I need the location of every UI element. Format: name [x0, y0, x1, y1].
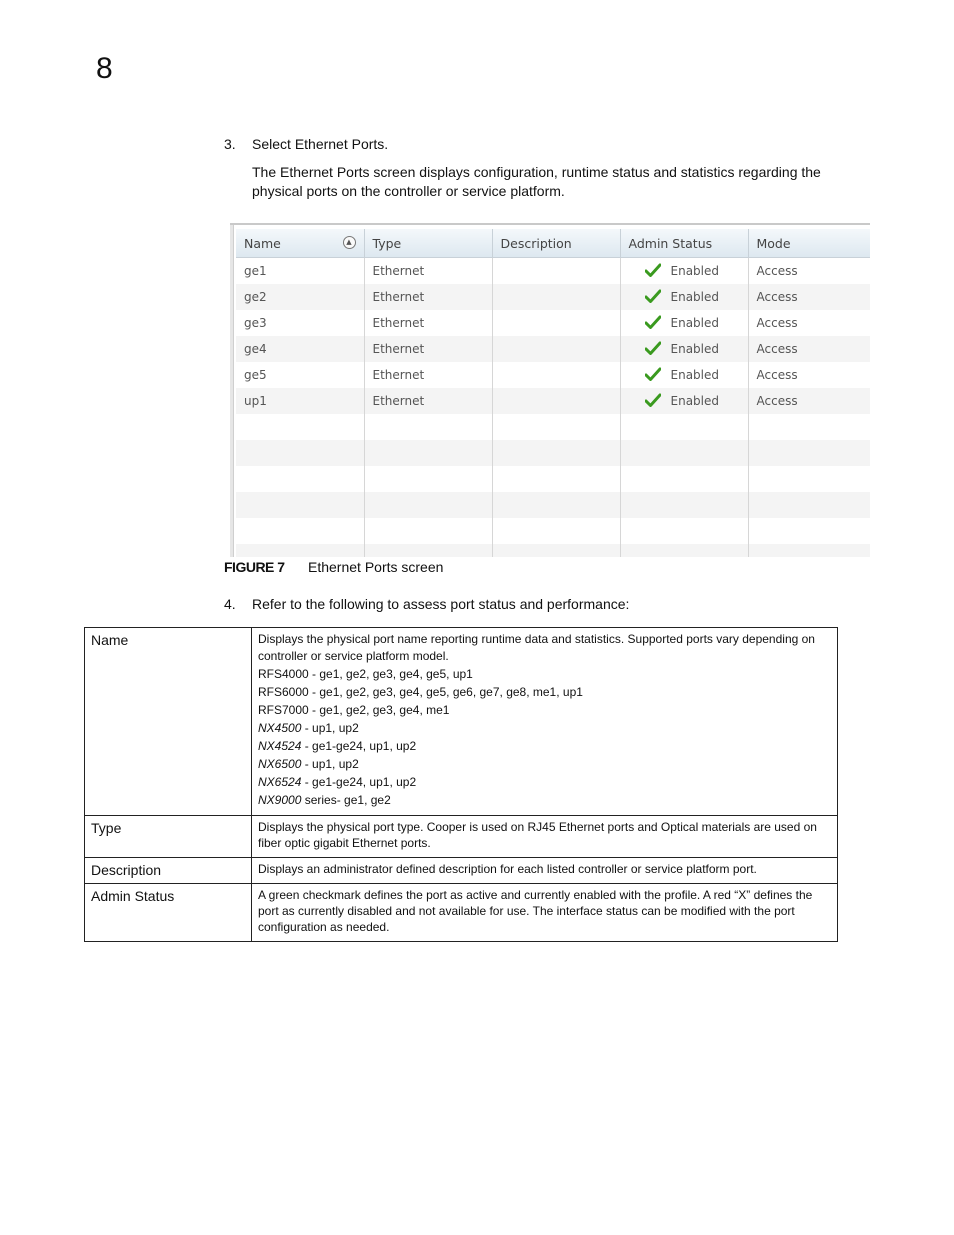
cell-admin-status	[620, 388, 748, 414]
model-ports: - up1, up2	[301, 757, 359, 771]
step-number: 4.	[224, 596, 236, 612]
step-text: Refer to the following to assess port status and performance:	[252, 596, 630, 612]
column-header-mode[interactable]: Mode	[748, 229, 870, 258]
model-ports: - ge1, ge2, ge3, ge4, ge5, up1	[308, 667, 473, 681]
model-name: NX4500	[258, 721, 302, 735]
empty-row	[236, 440, 870, 466]
term-description: Description	[85, 858, 252, 884]
chapter-number: 8	[96, 52, 113, 85]
cell-type: Ethernet	[364, 310, 492, 336]
model-port-line	[258, 665, 831, 683]
term-type: Type	[85, 816, 252, 858]
term-name: Name	[85, 628, 252, 816]
cell-admin-status	[620, 310, 748, 336]
cell-name: up1	[236, 388, 364, 414]
green-checkmark-icon	[645, 263, 661, 280]
cell-mode: Access	[748, 388, 870, 414]
reference-row-name	[85, 628, 838, 816]
model-name: RFS4000	[258, 667, 309, 681]
step-number: 3.	[224, 136, 236, 152]
green-checkmark-icon	[645, 289, 661, 306]
step-target: Ethernet Ports.	[294, 136, 389, 152]
model-ports: - ge1, ge2, ge3, ge4, me1	[308, 703, 450, 717]
admin-status-text: Enabled	[670, 341, 719, 356]
cell-description	[492, 258, 620, 285]
green-checkmark-icon	[645, 341, 661, 358]
admin-status-text: Enabled	[670, 315, 719, 330]
reference-row-admin-status	[85, 884, 838, 942]
model-port-line	[258, 791, 831, 809]
model-port-list	[258, 665, 831, 809]
column-header-description[interactable]: Description	[492, 229, 620, 258]
definition-description: Displays an administrator defined description for each listed controller or service platform port.	[252, 858, 838, 884]
cell-type: Ethernet	[364, 388, 492, 414]
column-header-type[interactable]: Type	[364, 229, 492, 258]
cell-admin-status	[620, 336, 748, 362]
green-checkmark-icon	[645, 393, 661, 410]
model-ports: - up1, up2	[301, 721, 359, 735]
table-row[interactable]	[236, 388, 870, 414]
cell-description	[492, 336, 620, 362]
cell-admin-status	[620, 362, 748, 388]
cell-description	[492, 362, 620, 388]
model-name: NX6524	[258, 775, 302, 789]
empty-row	[236, 544, 870, 557]
cell-admin-status	[620, 258, 748, 285]
model-name: NX4524	[258, 739, 302, 753]
model-port-line	[258, 737, 831, 755]
ethernet-ports-screenshot	[230, 223, 870, 557]
reference-row-description	[85, 858, 838, 884]
reference-table	[84, 627, 838, 942]
step-3-description: The Ethernet Ports screen displays configuration, runtime status and statistics regarding the physical ports on the controller or service platform.	[252, 164, 821, 199]
column-header-name[interactable]: Name ▲	[236, 229, 364, 258]
reference-row-type	[85, 816, 838, 858]
cell-name: ge2	[236, 284, 364, 310]
definition-admin-status: A green checkmark defines the port as active and currently enabled with the profile. A red “X” defines the port as currently disabled and not available for use. The interface status can be modified with the port configuration as needed.	[252, 884, 838, 942]
definition-type: Displays the physical port type. Cooper is used on RJ45 Ethernet ports and Optical materials are used on fiber optic gigabit Ethernet ports.	[252, 816, 838, 858]
model-name: RFS7000	[258, 703, 309, 717]
cell-type: Ethernet	[364, 362, 492, 388]
cell-type: Ethernet	[364, 258, 492, 285]
admin-status-text: Enabled	[670, 367, 719, 382]
admin-status-text: Enabled	[670, 393, 719, 408]
cell-description	[492, 284, 620, 310]
model-ports: - ge1, ge2, ge3, ge4, ge5, ge6, ge7, ge8, me1, up1	[308, 685, 583, 699]
cell-admin-status	[620, 284, 748, 310]
grid-left-edge	[230, 225, 234, 557]
model-port-line	[258, 773, 831, 791]
ethernet-ports-grid	[236, 229, 870, 557]
green-checkmark-icon	[645, 315, 661, 332]
cell-name: ge1	[236, 258, 364, 285]
cell-mode: Access	[748, 310, 870, 336]
table-row[interactable]	[236, 258, 870, 285]
sort-ascending-icon[interactable]: ▲	[343, 236, 356, 249]
empty-row	[236, 492, 870, 518]
step-3	[224, 136, 388, 152]
column-header-admin-status[interactable]: Admin Status	[620, 229, 748, 258]
name-intro: Displays the physical port name reporting runtime data and statistics. Supported ports vary depending on controller or service platform model.	[258, 632, 815, 663]
model-ports: series- ge1, ge2	[301, 793, 391, 807]
cell-mode: Access	[748, 258, 870, 285]
cell-name: ge3	[236, 310, 364, 336]
model-name: NX9000	[258, 793, 302, 807]
step-prefix: Select	[252, 136, 295, 152]
model-port-line	[258, 683, 831, 701]
table-row[interactable]	[236, 362, 870, 388]
model-port-line	[258, 719, 831, 737]
figure-label: FIGURE 7	[224, 559, 285, 575]
empty-row	[236, 466, 870, 492]
table-row[interactable]	[236, 336, 870, 362]
model-ports: - ge1-ge24, up1, up2	[301, 775, 417, 789]
admin-status-text: Enabled	[670, 263, 719, 278]
empty-row	[236, 414, 870, 440]
cell-description	[492, 310, 620, 336]
green-checkmark-icon	[645, 367, 661, 384]
cell-mode: Access	[748, 336, 870, 362]
cell-name: ge4	[236, 336, 364, 362]
empty-row	[236, 518, 870, 544]
cell-mode: Access	[748, 284, 870, 310]
table-row[interactable]	[236, 310, 870, 336]
model-name: RFS6000	[258, 685, 309, 699]
model-ports: - ge1-ge24, up1, up2	[301, 739, 417, 753]
cell-name: ge5	[236, 362, 364, 388]
grid-body	[236, 258, 870, 558]
cell-mode: Access	[748, 362, 870, 388]
table-row[interactable]	[236, 284, 870, 310]
cell-type: Ethernet	[364, 284, 492, 310]
cell-type: Ethernet	[364, 336, 492, 362]
model-port-line	[258, 701, 831, 719]
definition-name	[252, 628, 838, 816]
model-port-line	[258, 755, 831, 773]
admin-status-text: Enabled	[670, 289, 719, 304]
figure-caption	[224, 559, 443, 575]
term-admin-status: Admin Status	[85, 884, 252, 942]
model-name: NX6500	[258, 757, 302, 771]
step-4	[224, 596, 629, 612]
cell-description	[492, 388, 620, 414]
figure-title: Ethernet Ports screen	[308, 559, 444, 575]
